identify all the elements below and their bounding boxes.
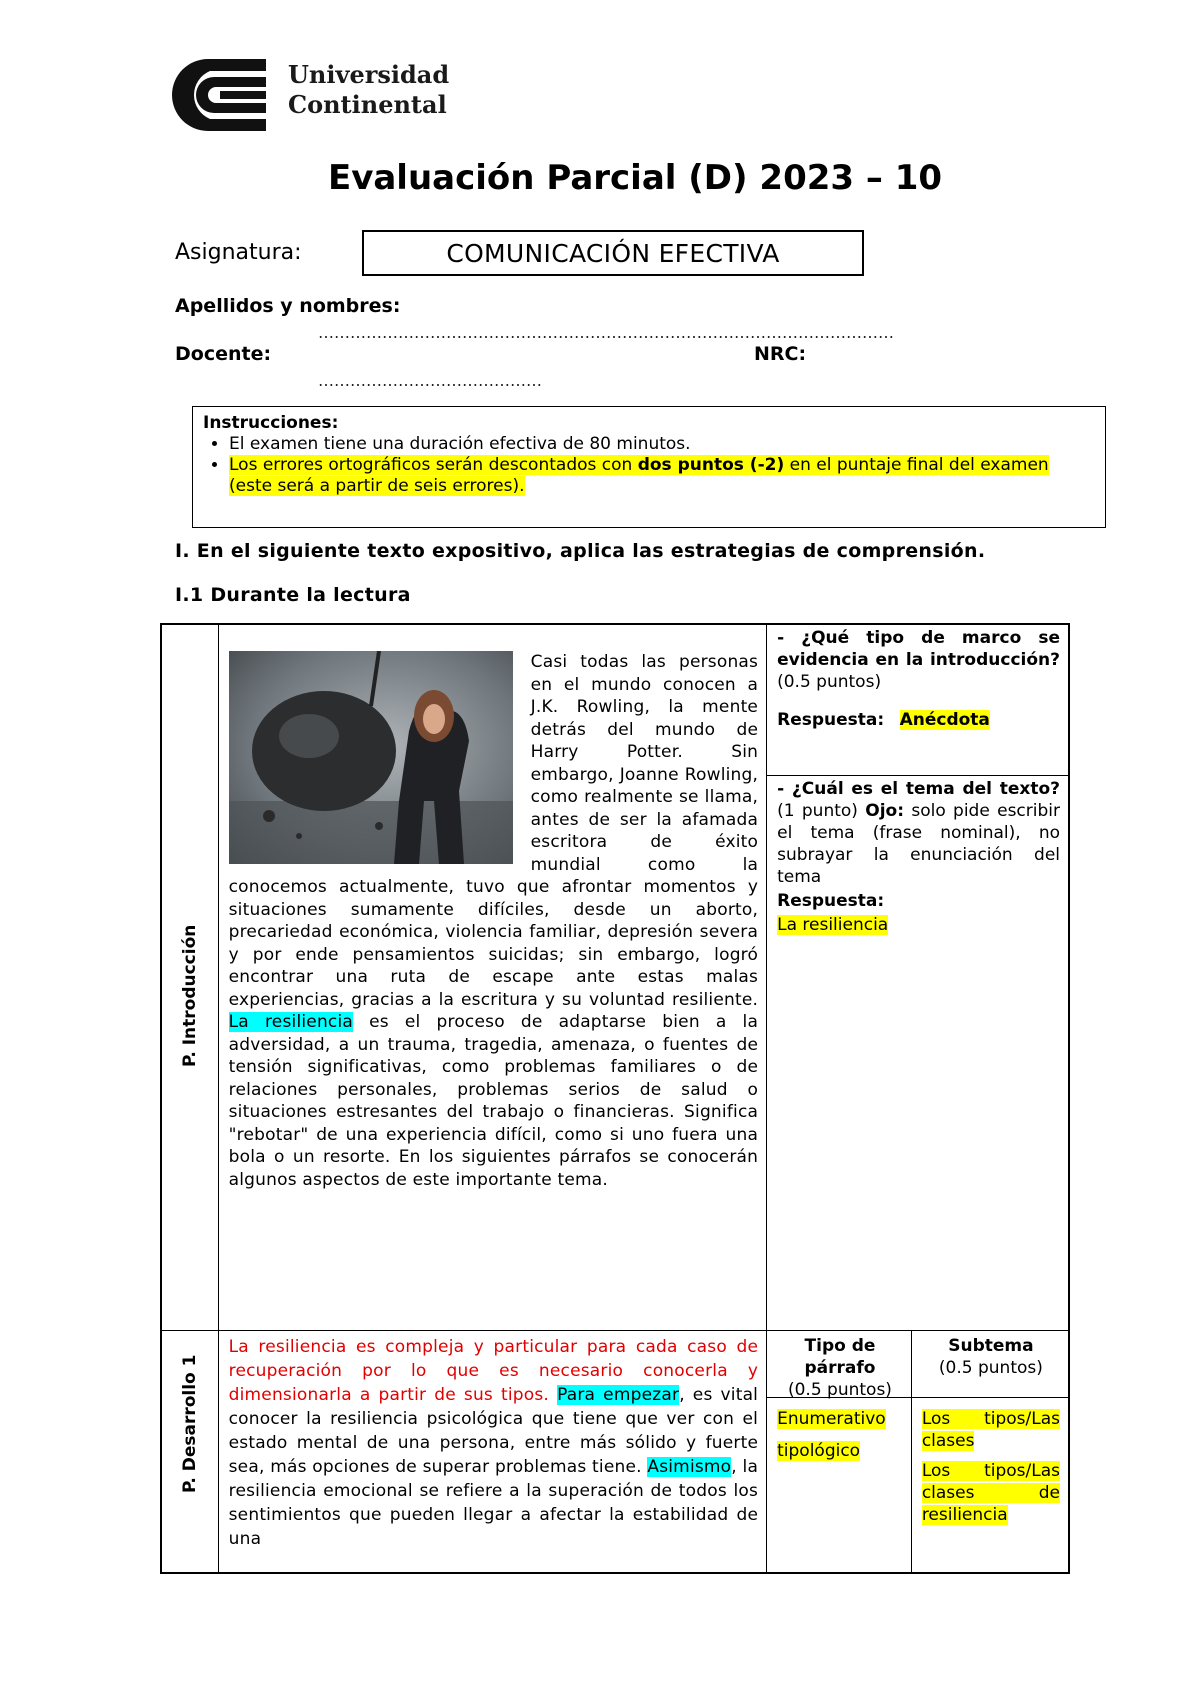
subtema-cell bbox=[911, 1331, 1069, 1573]
answer-1[interactable]: Anécdota bbox=[899, 710, 990, 730]
subtema-answer-1[interactable]: Los tipos/Las clases bbox=[921, 1409, 1060, 1451]
desarrollo-text-cell bbox=[218, 1331, 766, 1573]
highlighted-term: La resiliencia bbox=[228, 1012, 354, 1032]
subsection-heading: I.1 Durante la lectura bbox=[175, 584, 411, 606]
exam-title: Evaluación Parcial (D) 2023 – 10 bbox=[327, 158, 943, 198]
question-2 bbox=[767, 776, 1068, 888]
apellidos-field[interactable]: ……………………………………………………………………………………………… bbox=[318, 323, 894, 342]
introduccion-paragraph bbox=[219, 625, 766, 1191]
docente-label: Docente: bbox=[175, 343, 272, 365]
intro-text: Casi todas las personas en el mundo conocen a J.K. Rowling, la mente detrás del mundo de Harry Potter. Sin embargo, Joanne Rowling, como realmente se llama, antes de ser la afamada escritora de éxito mundial como la conocemos actualmente, tuvo que afrontar momentos y situaciones sumamente difíciles, desde un aborto, precariedad económica, violencia familiar, depresión severa y por ende pensamientos suicidas; sin embargo, logró encontrar una ruta de escape ante estas malas experiencias, gracias a la escritura y su voluntad resiliente. bbox=[228, 652, 759, 1010]
instruction-item bbox=[229, 455, 1095, 497]
tipo-answer-2[interactable]: tipológico bbox=[777, 1441, 861, 1461]
question-2-cell bbox=[767, 776, 1069, 1331]
nrc-field[interactable]: …………………………………… bbox=[318, 371, 542, 390]
desarrollo-text: , es vital conocer la resiliencia psicológica que tiene que ver con el estado mental de una persona, entre más sólido y fuerte sea, más opciones de superar problemas tiene. bbox=[228, 1385, 759, 1477]
instructions-heading: Instrucciones: bbox=[203, 413, 339, 433]
tipo-parrafo-cell bbox=[767, 1331, 912, 1573]
subtema-header: Subtema bbox=[948, 1336, 1034, 1356]
question-2-note: solo pide escribir el tema (frase nominal), no subrayar la enunciación del tema bbox=[777, 801, 1060, 887]
logo-line-2: Continental bbox=[288, 90, 447, 119]
instruction-emphasis: dos puntos (-2) bbox=[637, 455, 785, 475]
introduccion-text-cell bbox=[218, 624, 766, 1331]
question-1 bbox=[767, 625, 1068, 693]
connector-highlight: Asimismo bbox=[647, 1457, 732, 1477]
nrc-label: NRC: bbox=[754, 343, 807, 365]
logo-line-1: Universidad bbox=[288, 60, 450, 89]
tipo-header: Tipo de párrafo bbox=[804, 1336, 876, 1378]
section-heading: I. En el siguiente texto expositivo, aplica las estrategias de comprensión. bbox=[175, 540, 986, 562]
desarrollo-text: , la resiliencia emocional se refiere a la superación de todos los sentimientos que pueden llegar a afectar la estabilidad de una bbox=[228, 1457, 759, 1549]
tipo-points: (0.5 puntos) bbox=[787, 1380, 892, 1400]
connector-highlight: Para empezar bbox=[557, 1385, 680, 1405]
question-2-text: - ¿Cuál es el tema del texto? bbox=[777, 779, 1060, 799]
instructions-box bbox=[192, 406, 1106, 528]
question-1-points: (0.5 puntos) bbox=[777, 672, 882, 692]
answer-label: Respuesta: bbox=[777, 710, 885, 730]
row-label-text: P. Introducción bbox=[180, 924, 200, 1067]
woman-wrecking-ball-photo bbox=[229, 651, 513, 864]
row-label-introduccion bbox=[161, 624, 218, 1331]
asignatura-label: Asignatura: bbox=[175, 240, 302, 265]
row-label-desarrollo bbox=[161, 1331, 218, 1573]
question-1-cell bbox=[767, 624, 1069, 776]
row-label-text: P. Desarrollo 1 bbox=[180, 1354, 200, 1493]
subtema-answer-2[interactable]: Los tipos/Las clases de resiliencia bbox=[921, 1461, 1060, 1525]
question-2-points: (1 punto) bbox=[777, 801, 866, 821]
subtema-points: (0.5 puntos) bbox=[938, 1358, 1043, 1378]
instruction-item bbox=[229, 434, 1095, 455]
question-2-note-label: Ojo: bbox=[865, 801, 905, 821]
instruction-text: Los errores ortográficos serán descontados con bbox=[229, 455, 638, 475]
apellidos-label: Apellidos y nombres: bbox=[175, 295, 401, 317]
instruction-text: El examen tiene una duración efectiva de 80 minutos. bbox=[229, 434, 691, 454]
asignatura-value: COMUNICACIÓN EFECTIVA bbox=[362, 230, 864, 276]
answer-label: Respuesta: bbox=[777, 891, 885, 911]
instruction-text: en el puntaje final del examen (este será a partir de seis errores). bbox=[229, 455, 1049, 496]
instructions-list bbox=[203, 434, 1095, 497]
intro-text: es el proceso de adaptarse bien a la adversidad, a un trauma, tragedia, amenaza, o fuentes de tensión significativas, como problemas familiares o de relaciones personales, problemas serios de salud o situaciones estresantes del trabajo o financieras. Significa "rebotar" de una experiencia difícil, como si uno fuera una bola o un resorte. En los siguientes párrafos se conocerán algunos aspectos de este importante tema. bbox=[228, 1012, 759, 1190]
university-name bbox=[288, 60, 449, 120]
answer-2[interactable]: La resiliencia bbox=[777, 915, 889, 935]
desarrollo-paragraph bbox=[219, 1331, 766, 1551]
topic-sentence: La resiliencia es compleja y particular para cada caso de recuperación por lo que es necesario conocerla y dimensionarla a partir de sus tipos. bbox=[228, 1337, 759, 1405]
question-1-text: - ¿Qué tipo de marco se evidencia en la introducción? bbox=[777, 628, 1060, 670]
tipo-answer-1[interactable]: Enumerativo bbox=[777, 1409, 886, 1429]
reading-table bbox=[160, 623, 1070, 1574]
